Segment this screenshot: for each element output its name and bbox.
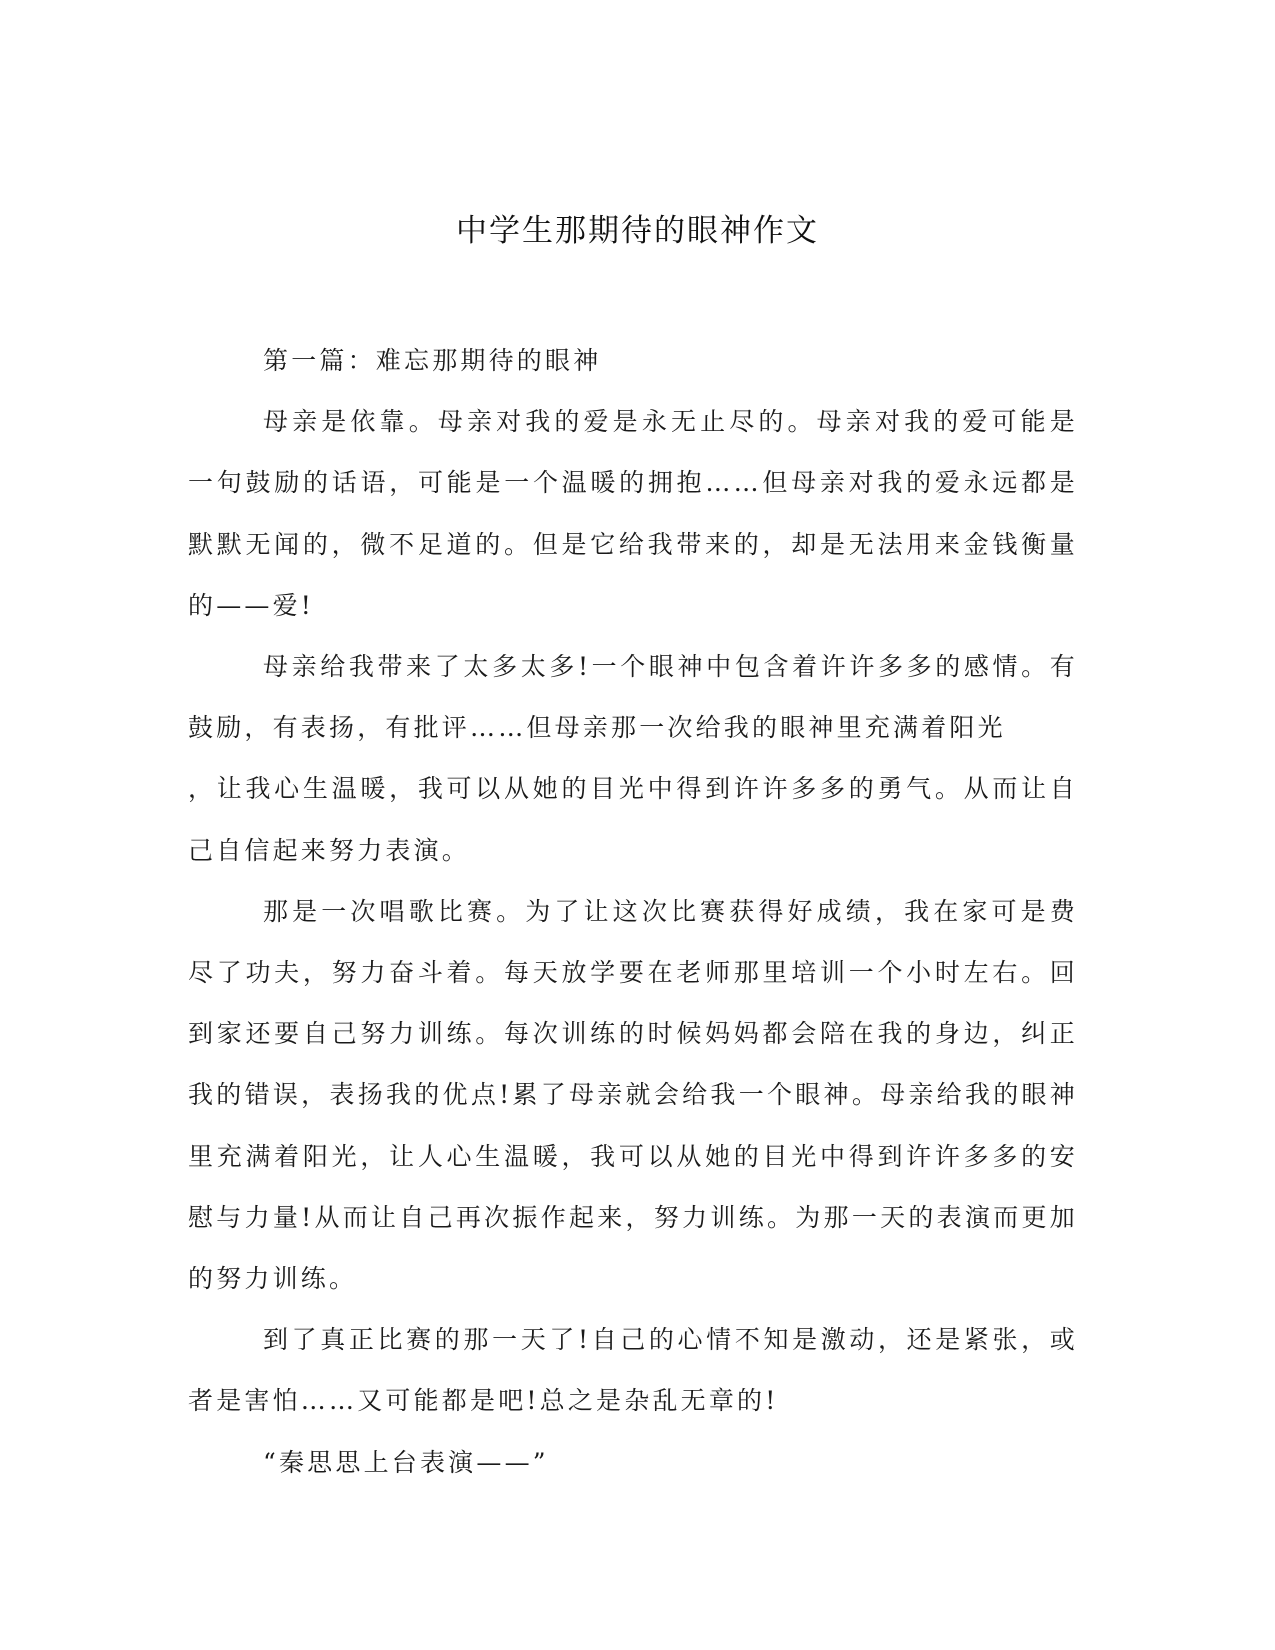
paragraph: 到了真正比赛的那一天了!自己的心情不知是激动，还是紧张，或者是害怕……又可能都是吧!总之是杂乱无章的! (188, 1325, 1078, 1416)
paragraph: 母亲给我带来了太多太多!一个眼神中包含着许许多多的感情。有鼓励，有表扬，有批评……但母亲那一次给我的眼神里充满着阳光 (188, 652, 1078, 743)
paragraph: “秦思思上台表演——” (263, 1447, 549, 1477)
section-heading: 第一篇：难忘那期待的眼神 (263, 346, 602, 375)
document-body (188, 330, 1078, 1493)
paragraph-continuation: ，让我心生温暖，我可以从她的目光中得到许许多多的勇气。从而让自己自信起来努力表演。 (188, 774, 1078, 865)
paragraph: 母亲是依靠。母亲对我的爱是永无止尽的。母亲对我的爱可能是一句鼓励的话语，可能是一个温暖的拥抱……但母亲对我的爱永远都是默默无闻的，微不足道的。但是它给我带来的，却是无法用来金钱衡量的——爱! (188, 407, 1078, 620)
document-title: 中学生那期待的眼神作文 (456, 213, 819, 249)
paragraph: 那是一次唱歌比赛。为了让这次比赛获得好成绩，我在家可是费尽了功夫，努力奋斗着。每天放学要在老师那里培训一个小时左右。回到家还要自己努力训练。每次训练的时候妈妈都会陪在我的身边，纠正我的错误，表扬我的优点!累了母亲就会给我一个眼神。母亲给我的眼神里充满着阳光，让人心生温暖，我可以从她的目光中得到许许多多的安慰与力量!从而让自己再次振作起来，努力训练。为那一天的表演而更加的努力训练。 (188, 896, 1078, 1294)
